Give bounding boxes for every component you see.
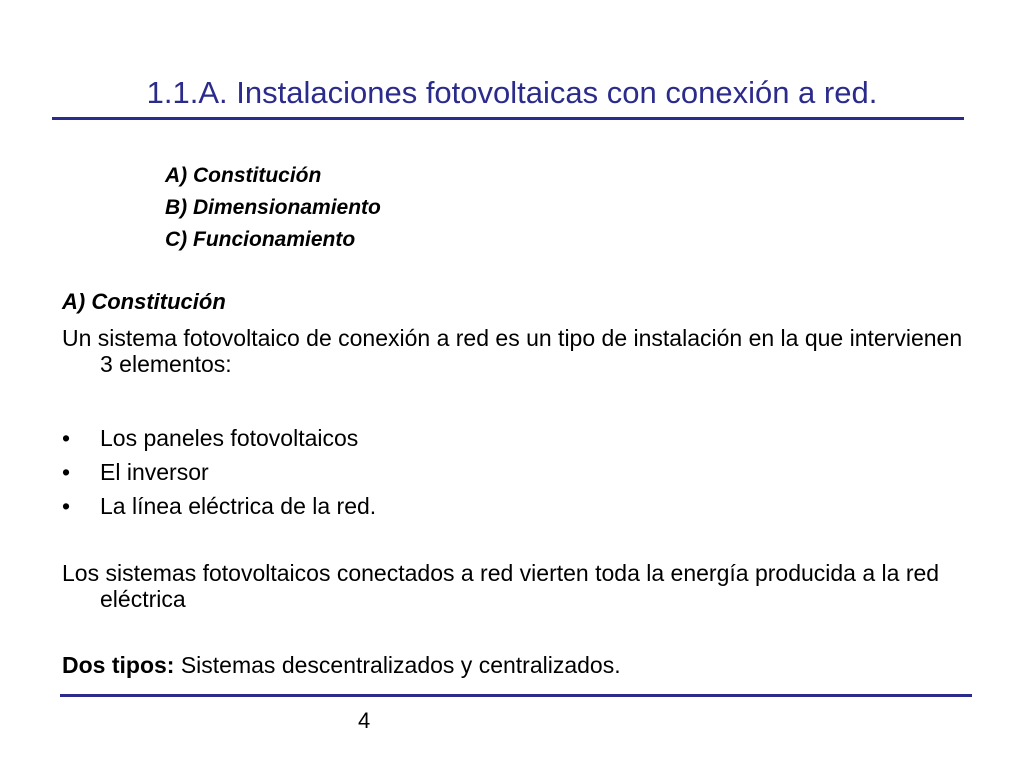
bullet-item — [62, 455, 376, 489]
bullet-icon: • — [62, 425, 71, 451]
types-text: Sistemas descentralizados y centralizados. — [174, 652, 621, 678]
outline-item: A) Constitución — [165, 164, 322, 187]
title-divider — [52, 117, 964, 120]
bullet-icon: • — [62, 493, 71, 519]
outline-item: C) Funcionamiento — [165, 228, 356, 251]
bullet-item — [62, 421, 376, 455]
intro-paragraph: Un sistema fotovoltaico de conexión a red es un tipo de instalación en la que intervienen 3 elementos: — [62, 325, 963, 377]
section-heading: A) Constitución — [62, 289, 226, 314]
footer-divider — [60, 694, 972, 697]
outro-paragraph: Los sistemas fotovoltaicos conectados a red vierten toda la energía producida a la red eléctrica — [62, 560, 940, 612]
page-number: 4 — [358, 708, 371, 733]
element-bullet-list — [62, 421, 376, 523]
bullet-text: La línea eléctrica de la red. — [100, 493, 377, 519]
slide-title: 1.1.A. Instalaciones fotovoltaicas con conexión a red. — [146, 75, 878, 110]
outline-list — [165, 160, 381, 256]
types-line — [62, 652, 621, 679]
bullet-icon: • — [62, 459, 71, 485]
bullet-item — [62, 489, 376, 523]
bullet-text: Los paneles fotovoltaicos — [100, 425, 359, 451]
bullet-text: El inversor — [100, 459, 209, 485]
outline-item: B) Dimensionamiento — [165, 196, 381, 219]
types-label: Dos tipos: — [62, 652, 175, 678]
